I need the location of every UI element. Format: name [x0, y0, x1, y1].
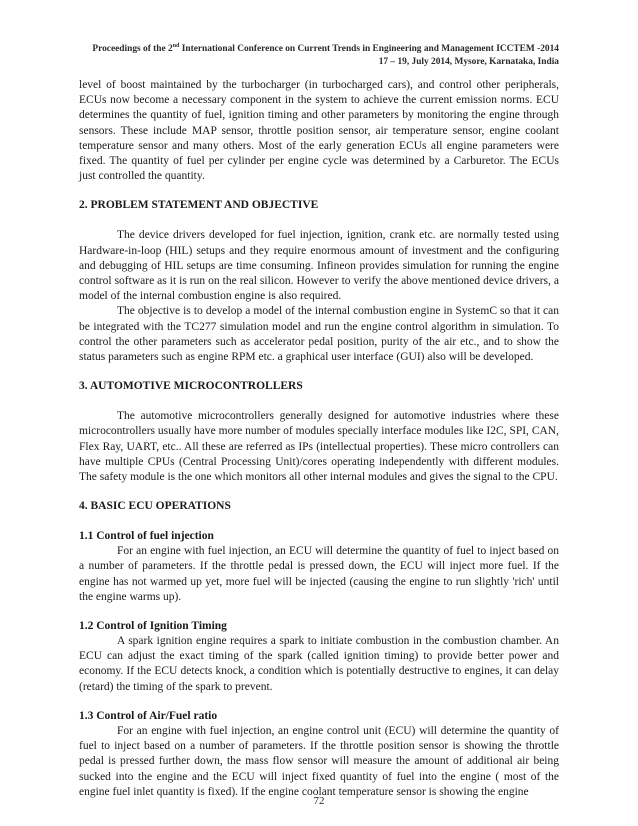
- header-suffix: International Conference on Current Trends in Engineering and Management ICCTEM -2014: [179, 44, 559, 54]
- subsection-fuel-injection-text: For an engine with fuel injection, an ECU will determine the quantity of fuel to inject based on a number of parameters. If the throttle pedal is pressed down, the ECU will inject more fuel. If the engine has not warmed up yet, more fuel will be injected (causing the engine to run slightly 'rich' until the engine warms up).: [79, 545, 559, 603]
- subsection-ignition-timing-text: A spark ignition engine requires a spark to initiate combustion in the combustion chamber. An ECU can adjust the exact timing of the spark (called ignition timing) to provide better power and economy. If the ECU detects knock, a condition which is potentially destructive to engines, it can delay (retard) the timing of the spark to prevent.: [79, 635, 559, 693]
- subsection-air-fuel-text: For an engine with fuel injection, an engine control unit (ECU) will determine the quantity of fuel to inject based on a number of parameters. If the throttle position sensor is showing the throttle pedal is pressed further down, the mass flow sensor will measure the amount of additional air being sucked into the engine and the ECU will inject fixed quantity of fuel into the engine ( most of the engine fuel inlet quantity is fixed). If the engine coolant temperature sensor is showing the engine: [79, 724, 559, 798]
- section-4-heading: 4. BASIC ECU OPERATIONS: [79, 500, 231, 513]
- section-2-paragraph-1: The device drivers developed for fuel injection, ignition, crank etc. are normally tested using Hardware-in-loop (HIL) setups and they require enormous amount of investment and the configuring and debugging of HIL setups are time consuming. Infineon provides simulation for running the engine control software as it is run on the real silicon. However to verify the above mentioned device drivers, a model of the internal combustion engine is also required.: [79, 229, 559, 303]
- header-line-2: 17 – 19, July 2014, Mysore, Karnataka, India: [378, 57, 559, 67]
- section-3-paragraph-1: The automotive microcontrollers generally designed for automotive industries where these microcontrollers usually have more number of modules specially interface modules like I2C, SPI, CAN, Flex Ray, UART, etc.. All these are referred as IPs (intellectual properties). These micro controllers can have multiple CPUs (Central Processing Unit)/cores operating independently with different modules. The safety module is the one which monitors all other internal modules and gives the signal to the CPU.: [79, 410, 559, 484]
- subsection-air-fuel-heading: 1.3 Control of Air/Fuel ratio: [79, 709, 218, 722]
- section-2-heading: 2. PROBLEM STATEMENT AND OBJECTIVE: [79, 199, 319, 212]
- header-line-1: [79, 43, 559, 56]
- header-prefix: Proceedings of the 2: [92, 44, 173, 54]
- running-header: [79, 0, 559, 69]
- subsection-fuel-injection-heading: 1.1 Control of fuel injection: [79, 530, 214, 543]
- section-2-paragraph-2: The objective is to develop a model of the internal combustion engine in SystemC so that it can be integrated with the TC277 simulation model and run the engine control algorithm in simulation. To control the other parameters such as accelerator pedal position, purity of the air etc., and to show the status parameters such as engine RPM etc. a graphical user interface (GUI) also will be developed.: [79, 305, 559, 364]
- body-text: [79, 78, 559, 800]
- header-superscript: nd: [172, 42, 180, 49]
- page-number: 72: [313, 795, 325, 807]
- section-3-heading: 3. AUTOMOTIVE MICROCONTROLLERS: [79, 380, 303, 393]
- subsection-ignition-timing-heading: 1.2 Control of Ignition Timing: [79, 620, 227, 633]
- intro-paragraph: level of boost maintained by the turbocharger (in turbocharged cars), and control other peripherals, ECUs now become a necessary component in the system to achieve the current emission norms. ECU determines the quantity of fuel, ignition timing and other parameters by monitoring the engine through sensors. These include MAP sensor, throttle position sensor, air temperature sensor, engine coolant temperature sensor and many others. Most of the early generation ECUs all engine parameters were fixed. The quantity of fuel per cylinder per engine cycle was determined by a Carburetor. The ECUs just controlled the quantity.: [79, 79, 559, 183]
